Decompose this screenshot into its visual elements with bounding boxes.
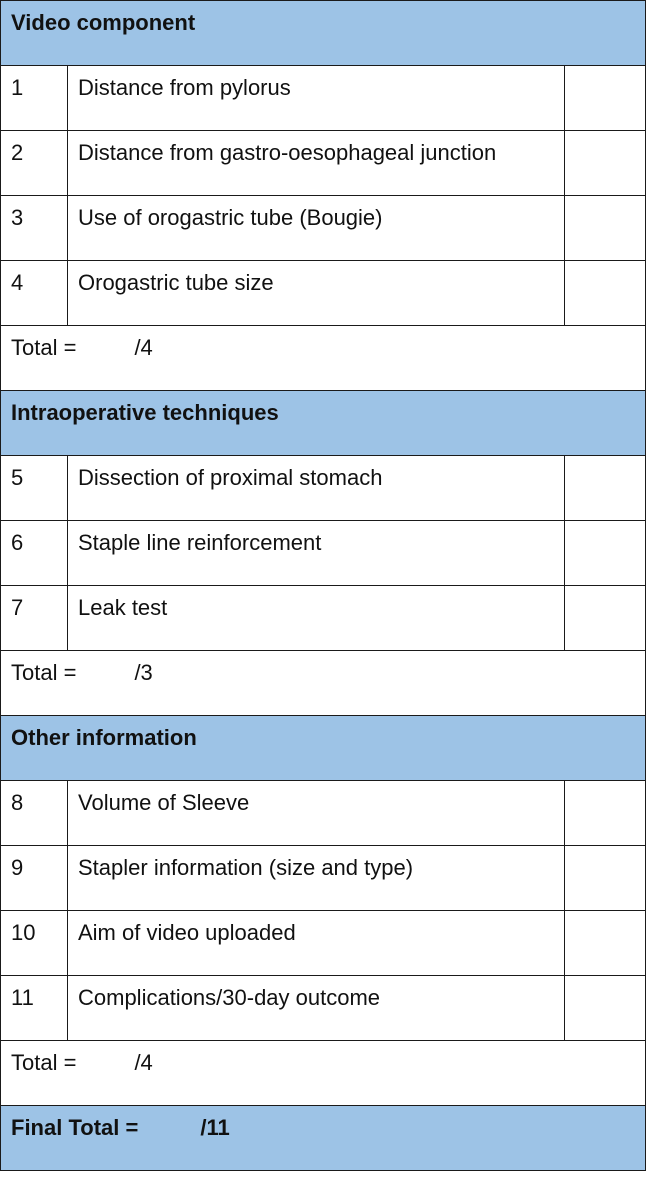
final-total-value: /11 [200, 1115, 230, 1140]
item-description: Stapler information (size and type) [68, 846, 565, 911]
score-cell [565, 196, 646, 261]
section-header-row [1, 1, 646, 66]
total-cell [1, 651, 646, 716]
section-header-row [1, 391, 646, 456]
section-header-row [1, 716, 646, 781]
table-row [1, 586, 646, 651]
score-cell [565, 586, 646, 651]
total-value: /4 [134, 335, 153, 360]
total-cell [1, 326, 646, 391]
item-description: Complications/30-day outcome [68, 976, 565, 1041]
score-cell [565, 911, 646, 976]
item-description: Distance from pylorus [68, 66, 565, 131]
score-cell [565, 66, 646, 131]
item-number: 7 [1, 586, 68, 651]
item-number: 11 [1, 976, 68, 1041]
table-row [1, 976, 646, 1041]
score-cell [565, 131, 646, 196]
item-description: Distance from gastro-oesophageal junction [68, 131, 565, 196]
score-cell [565, 456, 646, 521]
section-title: Video component [1, 1, 646, 66]
item-number: 4 [1, 261, 68, 326]
item-number: 10 [1, 911, 68, 976]
final-total-cell [1, 1106, 646, 1171]
score-cell [565, 521, 646, 586]
total-row [1, 326, 646, 391]
final-total-row [1, 1106, 646, 1171]
table-row [1, 521, 646, 586]
total-row [1, 1041, 646, 1106]
item-description: Dissection of proximal stomach [68, 456, 565, 521]
item-description: Leak test [68, 586, 565, 651]
table-row [1, 911, 646, 976]
score-cell [565, 261, 646, 326]
table-row [1, 456, 646, 521]
score-cell [565, 976, 646, 1041]
item-number: 8 [1, 781, 68, 846]
total-label: Total = [11, 335, 77, 360]
table-row [1, 196, 646, 261]
total-cell [1, 1041, 646, 1106]
total-value: /3 [134, 660, 153, 685]
item-description: Volume of Sleeve [68, 781, 565, 846]
score-cell [565, 846, 646, 911]
total-label: Total = [11, 1050, 77, 1075]
item-number: 5 [1, 456, 68, 521]
table-row [1, 846, 646, 911]
item-description: Staple line reinforcement [68, 521, 565, 586]
table-row [1, 131, 646, 196]
final-total-label: Final Total = [11, 1115, 139, 1140]
item-number: 3 [1, 196, 68, 261]
section-title: Other information [1, 716, 646, 781]
item-number: 1 [1, 66, 68, 131]
table-row [1, 781, 646, 846]
item-description: Orogastric tube size [68, 261, 565, 326]
score-cell [565, 781, 646, 846]
item-number: 9 [1, 846, 68, 911]
section-title: Intraoperative techniques [1, 391, 646, 456]
table-row [1, 261, 646, 326]
total-value: /4 [134, 1050, 153, 1075]
table-row [1, 66, 646, 131]
item-description: Aim of video uploaded [68, 911, 565, 976]
total-row [1, 651, 646, 716]
total-label: Total = [11, 660, 77, 685]
item-number: 6 [1, 521, 68, 586]
item-description: Use of orogastric tube (Bougie) [68, 196, 565, 261]
item-number: 2 [1, 131, 68, 196]
